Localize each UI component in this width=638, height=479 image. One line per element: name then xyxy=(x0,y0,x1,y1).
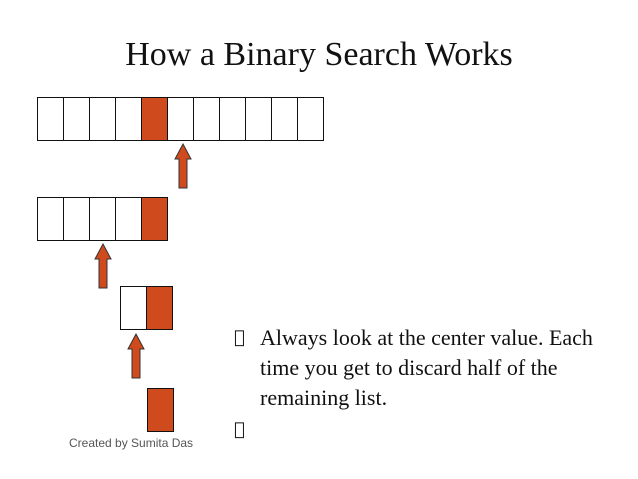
array-cell xyxy=(245,97,272,141)
array-cell-highlighted xyxy=(147,388,174,432)
bullet-item xyxy=(234,323,594,413)
bullet-icon xyxy=(234,323,260,353)
array-cell xyxy=(193,97,220,141)
array-cell xyxy=(37,197,64,241)
bullet-list xyxy=(234,323,594,445)
array-row-full xyxy=(37,97,323,141)
slide-title: How a Binary Search Works xyxy=(125,36,513,73)
array-cell xyxy=(167,97,194,141)
up-arrow-icon xyxy=(174,143,192,189)
array-cell xyxy=(120,286,147,330)
array-cell-highlighted xyxy=(141,197,168,241)
credit-text: Created by Sumita Das xyxy=(69,436,194,450)
array-cell-highlighted xyxy=(146,286,173,330)
array-cell xyxy=(219,97,246,141)
array-cell xyxy=(63,97,90,141)
array-row-quarter xyxy=(120,286,172,330)
up-arrow-icon xyxy=(127,333,145,379)
array-row-single xyxy=(147,388,173,432)
array-cell xyxy=(37,97,64,141)
bullet-icon xyxy=(234,415,260,445)
up-arrow-icon xyxy=(94,243,112,289)
array-cell xyxy=(63,197,90,241)
array-cell xyxy=(297,97,324,141)
bullet-item xyxy=(234,415,594,445)
array-row-half xyxy=(37,197,167,241)
array-cell xyxy=(115,97,142,141)
array-cell xyxy=(89,97,116,141)
array-cell xyxy=(115,197,142,241)
array-cell-highlighted xyxy=(141,97,168,141)
array-cell xyxy=(89,197,116,241)
bullet-text: Always look at the center value. Each time you get to discard half of the remaining list. xyxy=(260,325,593,410)
array-cell xyxy=(271,97,298,141)
